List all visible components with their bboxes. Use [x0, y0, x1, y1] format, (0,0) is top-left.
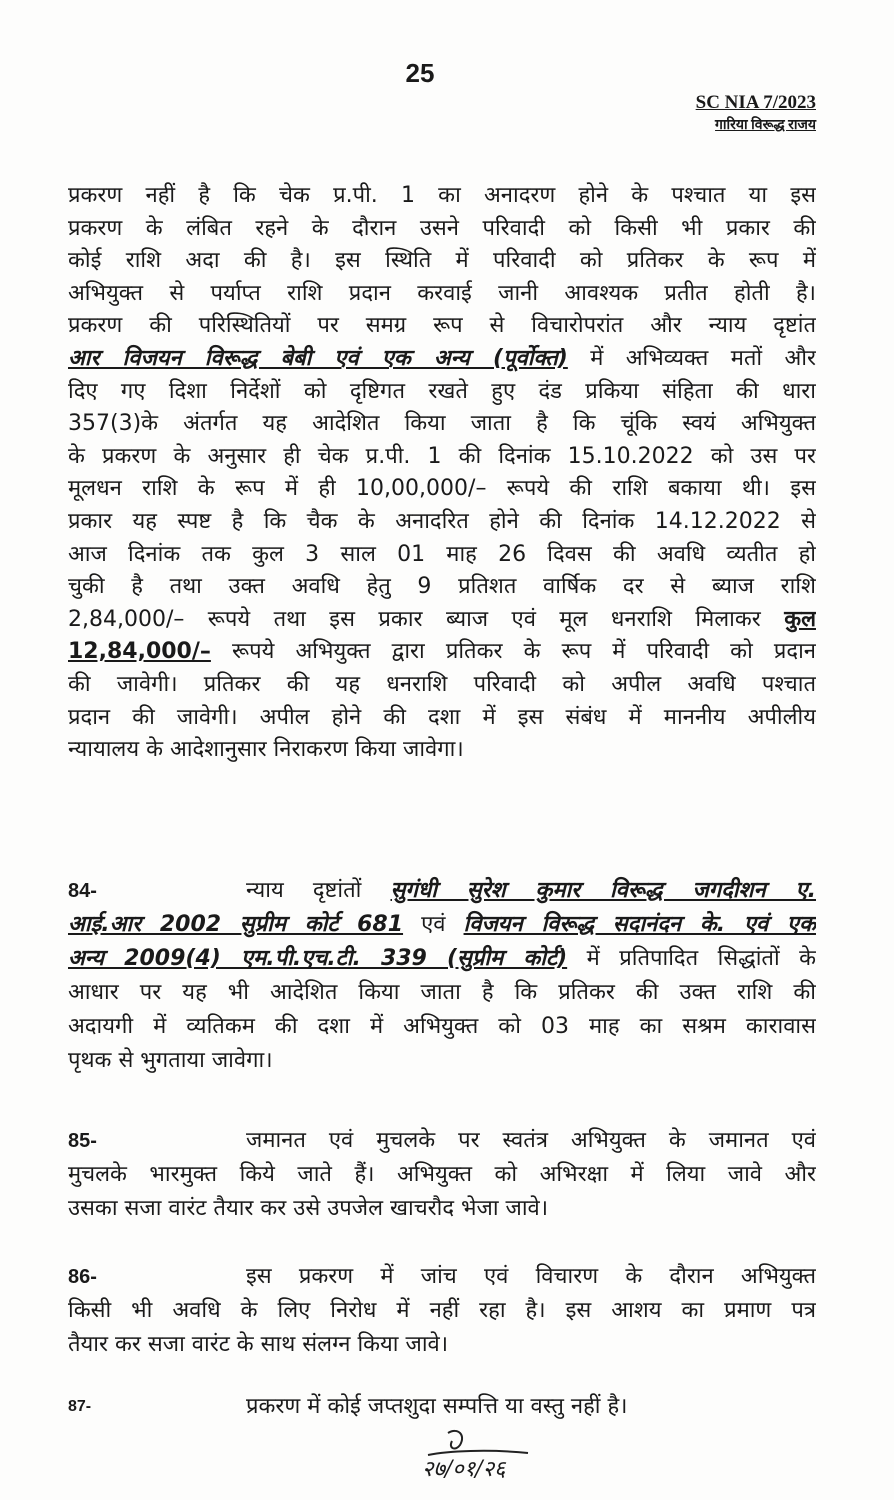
text-line: प्रकरण में कोई जप्तशुदा सम्पत्ति या वस्तु नहीं है। [246, 1394, 628, 1419]
case-parties: गारिया विरूद्ध राजय [715, 118, 816, 133]
text-line: प्रकरण की परिस्थितियों पर समग्र रूप से विचारोपरांत और न्याय दृष्टांत [68, 313, 816, 339]
text-line: प्रदान की जावेगी। अपील होने की दशा में इस संबंध में माननीय अपीलीय [68, 704, 816, 730]
text-line: पृथक से भुगताया जावेगा। [68, 1048, 273, 1073]
text-line: आज दिनांक तक कुल 3 साल 01 माह 26 दिवस की अवधि व्यतीत हो [68, 541, 816, 567]
text-line [68, 343, 816, 376]
signature-date: २७/०१/२६ [422, 1457, 506, 1482]
paragraph-number: 87- [68, 1398, 92, 1415]
citation-vijayan-baby: आर विजयन विरूद्ध बेबी एवं एक अन्य (पूर्वोक्त) [68, 345, 568, 371]
citation-sugandhi-air: आई.आर 2002 सुप्रीम कोर्ट 681 [68, 912, 404, 937]
text-line: तैयार कर सजा वारंट के साथ संलग्न किया जावे। [68, 1332, 449, 1357]
text-fragment: में अभिव्यक्त मतों और [590, 345, 816, 371]
total-word: कुल [784, 606, 816, 632]
text-line [68, 604, 816, 637]
case-number: SC NIA 7/2023 [695, 92, 816, 113]
text-line: प्रकरण नहीं है कि चेक प्र.पी. 1 का अनादरण होने के पश्चात या इस [68, 183, 816, 208]
paragraph-number: 84- [68, 880, 97, 902]
text-line: दिए गए दिशा निर्देशों को दृष्टिगत रखते हुए दंड प्रकिया संहिता की धारा [68, 378, 816, 404]
text-line: के प्रकरण के अनुसार ही चेक प्र.पी. 1 की दिनांक 15.10.2022 को उस पर [68, 443, 816, 469]
text-line: चुकी है तथा उक्त अवधि हेतु 9 प्रतिशत वार्षिक दर से ब्याज राशि [68, 574, 816, 600]
intro-paragraph [68, 180, 816, 767]
text-line: मूलधन राशि के रूप में ही 10,00,000/– रूपये की राशि बकाया थी। इस [68, 476, 816, 502]
text-fragment: में प्रतिपादित सिद्धांतों के [586, 946, 816, 971]
text-line [68, 908, 816, 942]
paragraph-number: 86- [68, 1266, 97, 1288]
text-line [68, 874, 816, 908]
text-line: इस प्रकरण में जांच एवं विचारण के दौरान अभियुक्त [246, 1264, 816, 1289]
text-line [68, 942, 816, 976]
text-line: अभियुक्त से पर्याप्त राशि प्रदान करवाई जानी आवश्यक प्रतीत होती है। [68, 280, 816, 306]
page-number: 25 [405, 58, 435, 88]
text-line: कोई राशि अदा की है। इस स्थिति में परिवादी को प्रतिकर के रूप में [68, 248, 816, 274]
text-line: अदायगी में व्यतिकम की दशा में अभियुक्त को 03 माह का सश्रम कारावास [68, 1014, 816, 1039]
interest-text: 2,84,000/– रूपये तथा इस प्रकार ब्याज एवं मूल धनराशि मिलाकर [68, 606, 761, 632]
citation-sugandhi: सुगंधी सुरेश कुमार विरूद्ध जगदीशन ए. [390, 878, 816, 903]
text-line: 357(3)के अंतर्गत यह आदेशित किया जाता है कि चूंकि स्वयं अभियुक्त [68, 411, 816, 437]
text-fragment: न्याय दृष्टांतों [246, 878, 362, 903]
text-fragment: एवं [421, 912, 446, 937]
paragraph-number: 85- [68, 1130, 97, 1152]
paragraph-85 [68, 1124, 816, 1226]
total-amount: 12,84,000/– [68, 639, 211, 665]
text-line: प्रकरण के लंबित रहने के दौरान उसने परिवादी को किसी भी प्रकार की [68, 215, 816, 241]
text-line: प्रकार यह स्पष्ट है कि चैक के अनादरित होने की दिनांक 14.12.2022 से [68, 508, 816, 534]
text-line: उसका सजा वारंट तैयार कर उसे उपजेल खाचरौद भेजा जावे। [68, 1196, 549, 1221]
text-fragment: रूपये अभियुक्त द्वारा प्रतिकर के रूप में परिवादी को प्रदान [232, 639, 816, 665]
text-line [68, 636, 816, 669]
text-line: की जावेगी। प्रतिकर की यह धनराशि परिवादी को अपील अवधि पश्चात [68, 671, 816, 697]
signature [408, 1425, 548, 1485]
paragraph-84 [68, 874, 816, 1078]
citation-vijayan-mpht: अन्य 2009(4) एम.पी.एच.टी. 339 (सुप्रीम कोर्ट) [68, 946, 568, 971]
paragraph-87 [68, 1390, 816, 1424]
text-line: न्यायालय के आदेशानुसार निराकरण किया जावेगा। [68, 737, 464, 763]
case-reference [696, 92, 816, 134]
paragraph-86 [68, 1260, 816, 1362]
text-line: आधार पर यह भी आदेशित किया जाता है कि प्रतिकर की उक्त राशि की [68, 980, 816, 1005]
text-line: किसी भी अवधि के लिए निरोध में नहीं रहा है। इस आशय का प्रमाण पत्र [68, 1298, 816, 1323]
text-line: जमानत एवं मुचलके पर स्वतंत्र अभियुक्त के जमानत एवं [246, 1128, 816, 1153]
citation-vijayan-sadanandan: विजयन विरूद्ध सदानंदन के. एवं एक [463, 912, 816, 937]
text-line: मुचलके भारमुक्त किये जाते हैं। अभियुक्त को अभिरक्षा में लिया जावे और [68, 1162, 816, 1187]
